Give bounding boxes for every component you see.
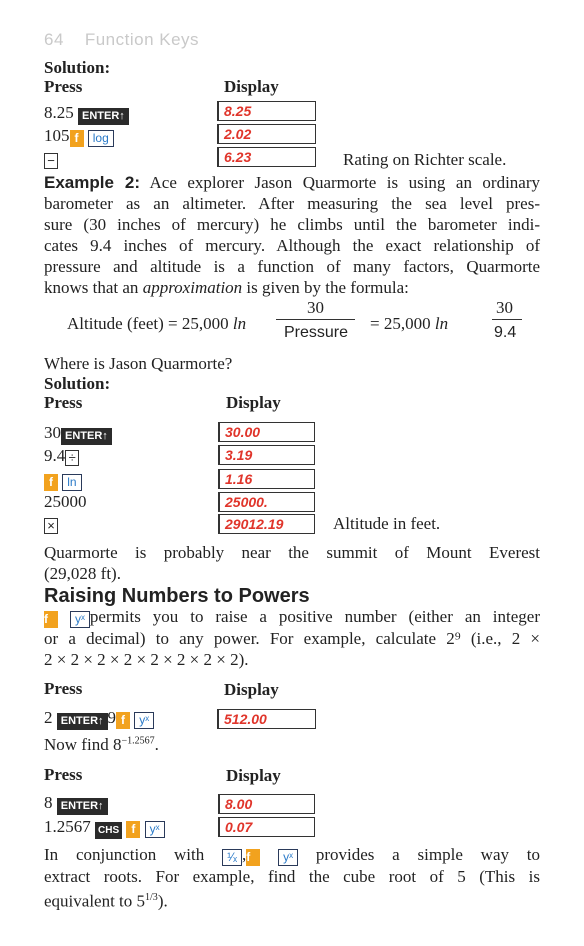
text-span: provides a simple way to	[315, 845, 541, 864]
display-value: 25000.	[225, 494, 268, 510]
text-line: (29,028 ft).	[44, 564, 121, 583]
calculator-display	[218, 817, 315, 837]
display-value: 1.16	[225, 471, 253, 487]
fraction-bar	[492, 319, 522, 320]
keystroke-number: 25000	[44, 492, 87, 511]
question-text: Where is Jason Quarmorte?	[44, 354, 233, 373]
display-value: 8.00	[225, 796, 253, 812]
fraction-denominator: Pressure	[284, 324, 349, 341]
keystroke-number: 9	[107, 708, 117, 727]
calculator-display	[217, 709, 316, 729]
chs-key[interactable]: CHS	[95, 822, 122, 839]
keystroke-row	[44, 103, 129, 125]
formula-text: Altitude (feet) = 25,000	[67, 314, 229, 333]
press-column-header: Press	[44, 77, 83, 96]
keystroke-row	[44, 514, 58, 534]
calculator-display	[218, 445, 315, 465]
text-span: In conjunction with	[44, 845, 205, 864]
display-value: 2.02	[224, 126, 252, 142]
display-value: 512.00	[224, 711, 267, 727]
page-header	[44, 30, 199, 50]
enter-key[interactable]: ENTER↑	[57, 713, 108, 730]
text-line: 2 × 2 × 2 × 2 × 2 × 2 × 2 × 2).	[44, 650, 249, 669]
divide-key[interactable]: ÷	[65, 450, 79, 466]
text-line	[44, 844, 540, 866]
f-key[interactable]: f	[126, 821, 140, 838]
fraction-bar	[276, 319, 355, 320]
display-value: 29012.19	[225, 516, 284, 532]
calculator-display	[217, 147, 316, 167]
f-key[interactable]: f	[70, 130, 84, 147]
display-value: 0.07	[225, 819, 253, 835]
conclusion-paragraph	[44, 542, 540, 584]
calculator-display	[218, 422, 315, 442]
keystroke-row	[44, 149, 58, 169]
text-line: barometer as an altimeter. After measuring the sea level pres-	[44, 194, 540, 213]
yx-key[interactable]: yˣ	[278, 849, 298, 866]
fraction-numerator: 30	[307, 298, 324, 317]
keystroke-number: 8.25	[44, 103, 74, 122]
fraction-numerator: 30	[496, 298, 513, 317]
log-key[interactable]: log	[88, 130, 114, 147]
display-note: Rating on Richter scale.	[343, 150, 507, 169]
display-value: 30.00	[225, 424, 261, 440]
keystroke-row	[44, 817, 165, 839]
formula-lhs	[67, 314, 246, 334]
calculator-display	[217, 101, 316, 121]
text-span: knows that an	[44, 278, 139, 297]
fraction-denominator: 9.4	[494, 324, 517, 341]
text-span: ).	[157, 891, 168, 911]
reciprocal-key[interactable]: ¹⁄ₓ	[222, 849, 242, 866]
enter-key[interactable]: ENTER↑	[57, 798, 108, 815]
section-heading: Raising Numbers to Powers	[44, 585, 310, 607]
text-line	[44, 887, 540, 912]
solution-label: Solution:	[44, 58, 111, 77]
multiply-key[interactable]: ×	[44, 518, 58, 534]
text-span: Now find 8	[44, 735, 122, 754]
text-line: cates 9.4 inches of mercury. Although the exact relationship of	[44, 236, 540, 255]
keystroke-row	[44, 423, 112, 445]
powers-paragraph	[44, 606, 540, 670]
formula-rhs	[370, 314, 448, 334]
emphasis-word: approximation	[142, 278, 243, 297]
keystroke-row	[44, 446, 79, 466]
text-span: ,	[242, 845, 247, 864]
display-value: 8.25	[224, 103, 252, 119]
calculator-display	[217, 124, 316, 144]
keystroke-number: 30	[44, 423, 61, 442]
example-label: Example 2:	[44, 173, 140, 192]
text-line	[44, 606, 540, 628]
display-value: 6.23	[224, 149, 252, 165]
text-line: or a decimal) to any power. For example, calculate 2⁹ (i.e., 2 ×	[44, 629, 540, 648]
display-column-header: Display	[224, 77, 279, 96]
text-line: Ace explorer Jason Quarmorte is using an ordinary	[149, 173, 541, 192]
exponent: −1.2567	[121, 735, 155, 747]
keystroke-row	[44, 793, 108, 815]
display-column-header: Display	[226, 766, 281, 785]
calculator-display	[218, 469, 315, 489]
press-column-header: Press	[44, 393, 83, 412]
text-span: permits you to raise a positive number (either an integer	[89, 607, 540, 626]
f-key[interactable]: f	[246, 849, 260, 866]
text-span: .	[154, 735, 159, 754]
text-line: Quarmorte is probably near the summit of Mount Everest	[44, 543, 540, 562]
minus-key[interactable]: −	[44, 153, 58, 169]
calculator-display	[218, 514, 315, 534]
keystroke-row	[44, 708, 154, 730]
page-number: 64	[44, 30, 64, 49]
keystroke-number: 1.2567	[44, 817, 91, 836]
display-column-header: Display	[224, 680, 279, 699]
solution-label: Solution:	[44, 374, 111, 393]
closing-paragraph	[44, 844, 540, 912]
press-column-header: Press	[44, 679, 83, 698]
text-line: pressure and altitude is a function of many factors, Quarmorte	[44, 257, 540, 276]
f-key[interactable]: f	[116, 712, 130, 729]
text-line: extract roots. For example, find the cube root of 5 (This is	[44, 867, 540, 886]
keystroke-number: 105	[44, 126, 70, 145]
display-value: 3.19	[225, 447, 253, 463]
now-find-text	[44, 735, 159, 755]
ln-symbol: ln	[434, 314, 449, 333]
keystroke-number: 2	[44, 708, 53, 727]
text-span: equivalent to 5	[44, 891, 146, 911]
enter-key[interactable]: ENTER↑	[78, 108, 129, 125]
enter-key[interactable]: ENTER↑	[61, 428, 112, 445]
f-key[interactable]: f	[44, 611, 58, 628]
formula-text: = 25,000	[370, 314, 431, 333]
calculator-display	[218, 794, 315, 814]
ln-key[interactable]: ln	[62, 474, 81, 491]
section-title: Function Keys	[84, 30, 200, 49]
keystroke-number: 8	[44, 793, 53, 812]
text-line: sure (30 inches of mercury) he climbs until the barometer indi-	[44, 215, 540, 234]
text-line	[44, 277, 540, 298]
yx-key[interactable]: yˣ	[134, 712, 154, 729]
calculator-display	[218, 492, 315, 512]
yx-key[interactable]: yˣ	[70, 611, 90, 628]
keystroke-row	[44, 126, 114, 147]
display-note: Altitude in feet.	[333, 514, 441, 533]
text-span: is given by the formula:	[246, 278, 409, 297]
keystroke-number: 9.4	[44, 446, 66, 465]
example-paragraph	[44, 172, 540, 298]
display-column-header: Display	[226, 393, 281, 412]
ln-symbol: ln	[232, 314, 247, 333]
keystroke-row	[44, 470, 82, 491]
yx-key[interactable]: yˣ	[145, 821, 165, 838]
press-column-header: Press	[44, 765, 83, 784]
f-key[interactable]: f	[44, 474, 58, 491]
exponent: 1/3	[145, 892, 158, 903]
